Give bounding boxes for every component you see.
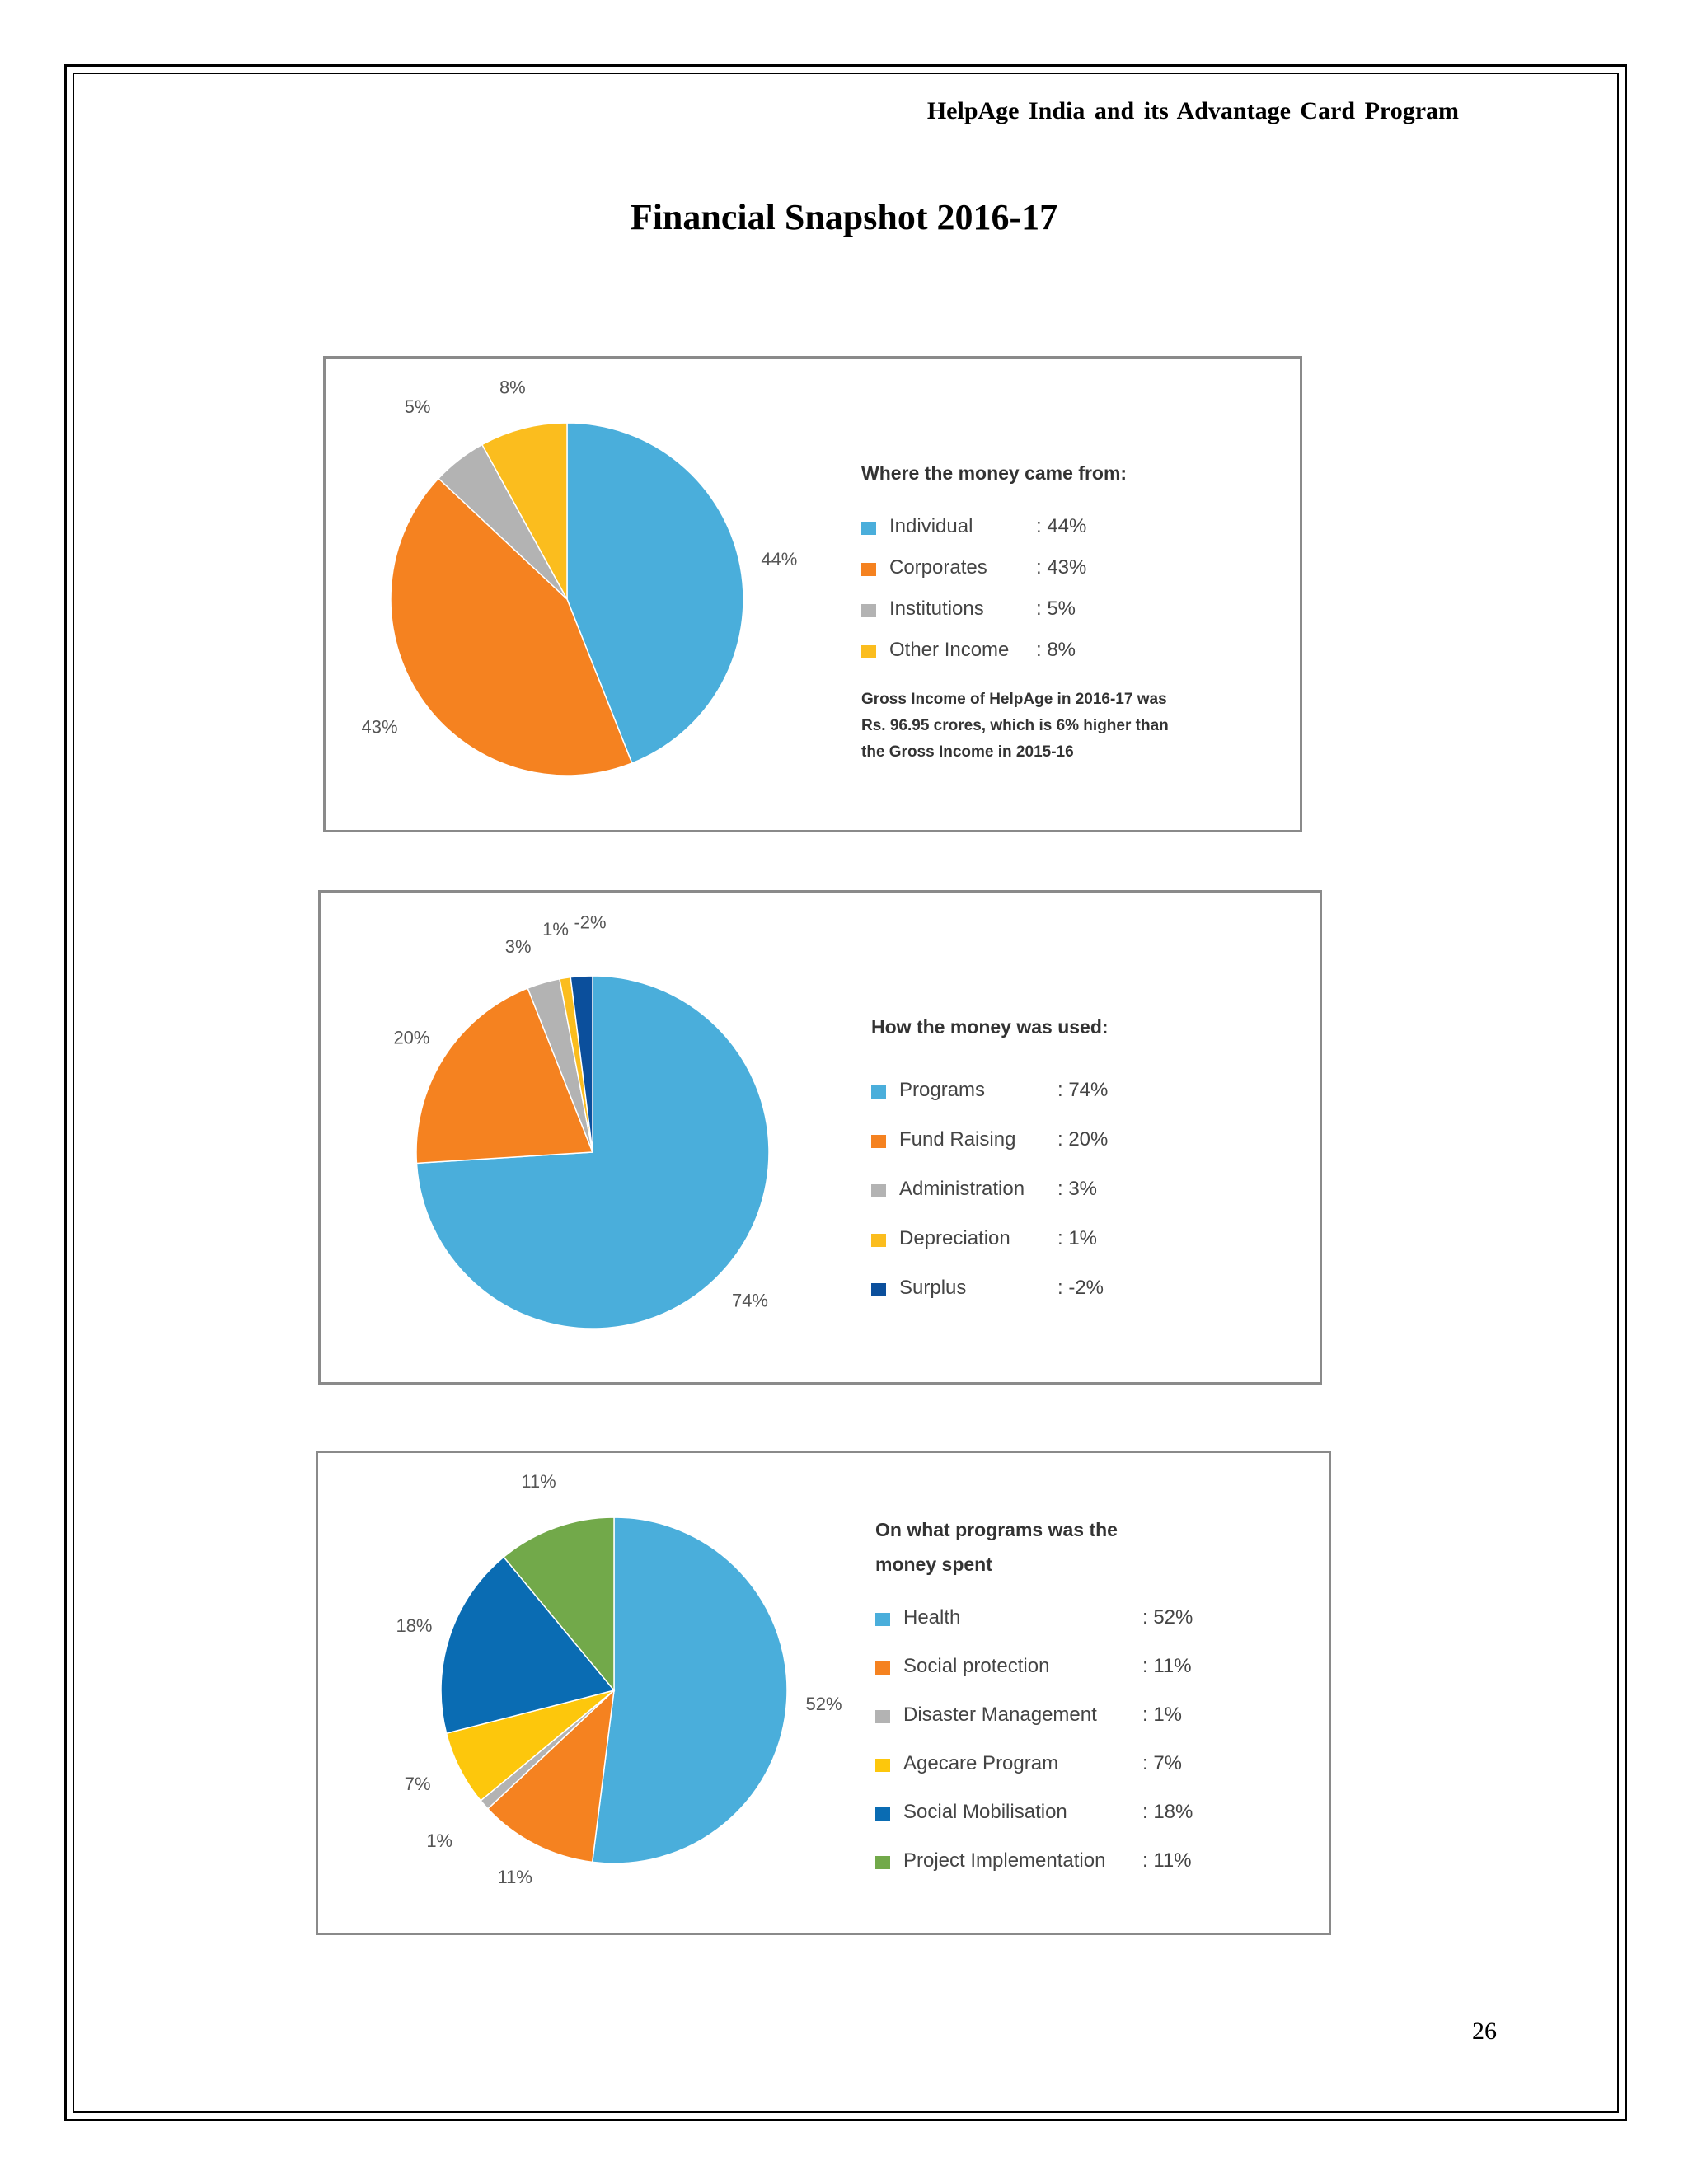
legend-value: : 52%	[1142, 1606, 1193, 1629]
legend-label: Depreciation	[899, 1227, 1010, 1249]
slice-label: 74%	[731, 1290, 769, 1311]
legend-swatch	[861, 563, 876, 576]
programs-chart-title: On what programs was the money spent	[875, 1519, 1118, 1575]
legend-swatch	[871, 1234, 886, 1247]
legend-value: : 43%	[1036, 556, 1087, 579]
legend-value: : 8%	[1036, 639, 1076, 661]
legend-label: Disaster Management	[903, 1704, 1097, 1726]
gross-income-note	[861, 687, 1290, 766]
usage-pie-chart	[321, 893, 1325, 1387]
note-line: Rs. 96.95 crores, which is 6% higher than	[861, 717, 1169, 734]
slice-label: 20%	[393, 1027, 430, 1048]
legend-label: Project Implementation	[903, 1849, 1106, 1872]
legend-swatch	[871, 1135, 886, 1148]
slice-label: -2%	[574, 912, 607, 933]
legend-label: Surplus	[899, 1277, 967, 1299]
slice-label: 3%	[504, 936, 532, 958]
legend-value: : 1%	[1057, 1227, 1098, 1249]
legend-swatch	[861, 645, 876, 658]
legend-swatch	[875, 1661, 890, 1675]
legend-label: Programs	[899, 1079, 986, 1101]
slice-label: 18%	[396, 1615, 433, 1637]
legend-label: Health	[903, 1606, 961, 1629]
running-header: HelpAge India and its Advantage Card Program	[926, 97, 1459, 124]
legend-label: Institutions	[889, 598, 984, 620]
legend-swatch	[861, 522, 876, 535]
legend-value: : 11%	[1142, 1849, 1192, 1872]
slice-label: 43%	[361, 716, 398, 738]
slice-label: 7%	[404, 1774, 431, 1795]
legend-swatch	[875, 1710, 890, 1723]
slice-label: 52%	[805, 1694, 842, 1715]
usage-chart-panel	[318, 890, 1322, 1385]
note-line: Gross Income of HelpAge in 2016-17 was	[861, 691, 1167, 708]
slice-label: 44%	[761, 548, 798, 569]
programs-chart-panel	[316, 1451, 1331, 1935]
pie-slice-health	[593, 1517, 787, 1863]
note-line: the Gross Income in 2015-16	[861, 743, 1074, 761]
legend-value: : 5%	[1036, 598, 1076, 620]
page-title: Financial Snapshot 2016-17	[630, 197, 1058, 237]
legend-label: Agecare Program	[903, 1752, 1059, 1774]
legend-value: : 11%	[1142, 1655, 1192, 1677]
legend-swatch	[875, 1807, 890, 1821]
legend-swatch	[875, 1613, 890, 1626]
legend-swatch	[871, 1283, 886, 1296]
legend-swatch	[875, 1759, 890, 1772]
legend-label: Corporates	[889, 556, 987, 579]
legend-value: : 20%	[1057, 1128, 1109, 1151]
legend-swatch	[871, 1085, 886, 1099]
legend-value: : 18%	[1142, 1801, 1193, 1823]
usage-chart-title: How the money was used:	[871, 1016, 1109, 1038]
legend-label: Social Mobilisation	[903, 1801, 1067, 1823]
legend-value: : 1%	[1142, 1704, 1183, 1726]
legend-value: : 3%	[1057, 1178, 1098, 1200]
slice-label: 5%	[404, 396, 431, 418]
legend-swatch	[875, 1856, 890, 1869]
slice-label: 11%	[521, 1470, 556, 1492]
legend-value: : 74%	[1057, 1079, 1109, 1101]
legend-value: : 44%	[1036, 515, 1087, 537]
legend-swatch	[861, 604, 876, 617]
legend-label: Individual	[889, 515, 973, 537]
slice-label: 1%	[426, 1830, 453, 1852]
slice-label: 8%	[499, 377, 526, 398]
legend-label: Social protection	[903, 1655, 1050, 1677]
slice-label: 1%	[542, 919, 569, 940]
legend-value: : -2%	[1057, 1277, 1104, 1299]
legend-swatch	[871, 1184, 886, 1197]
income-chart-title: Where the money came from:	[861, 462, 1128, 484]
legend-label: Other Income	[889, 639, 1010, 661]
page-number: 26	[1472, 2018, 1497, 2045]
legend-label: Fund Raising	[899, 1128, 1016, 1151]
income-chart-panel	[323, 356, 1302, 832]
legend-label: Administration	[899, 1178, 1025, 1200]
slice-label: 11%	[497, 1867, 532, 1888]
legend-value: : 7%	[1142, 1752, 1183, 1774]
